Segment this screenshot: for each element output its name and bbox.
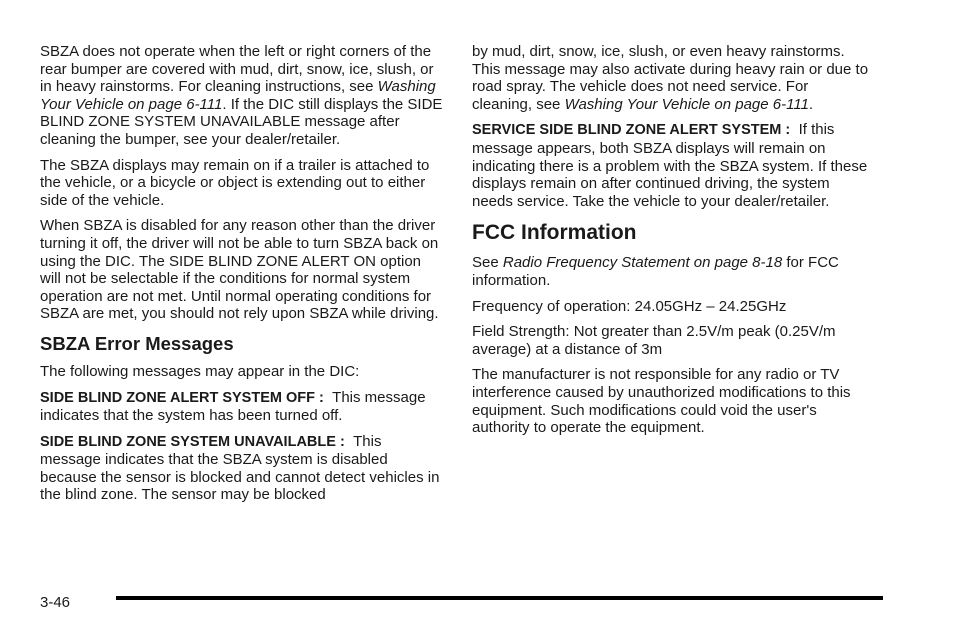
trailer-paragraph: The SBZA displays may remain on if a trailer is attached to the vehicle, or a bicycle or object is extending out to either side of the vehicle. xyxy=(40,156,430,209)
frequency-paragraph: Frequency of operation: 24.05GHz – 24.25GHz xyxy=(472,297,787,315)
washing-vehicle-reference[interactable]: Washing Your Vehicle on page 6-111 xyxy=(564,95,809,113)
disabled-paragraph: When SBZA is disabled for any reason other than the driver turning it off, the driver will not be able to turn SBZA back on using the DIC. The SIDE BLIND ZONE ALERT ON option will not be selectable if the conditions for normal system operation are not met. Until normal operating conditions for SBZA are met, you should not rely upon SBZA while driving. xyxy=(40,217,439,323)
manufacturer-paragraph: The manufacturer is not responsible for any radio or TV interference caused by unauthorized modifications to this equipment. Such modifications could void the user's authority to operate the equipment. xyxy=(472,366,851,437)
left-column xyxy=(40,43,445,512)
fcc-see-paragraph: See Radio Frequency Statement on page 8-18 for FCC information. xyxy=(472,254,839,289)
radio-frequency-reference[interactable]: Radio Frequency Statement on page 8-18 xyxy=(502,254,783,272)
sbza-cleaning-paragraph: SBZA does not operate when the left or right corners of the rear bumper are covered with mud, dirt, snow, ice, slush, or in heavy rainstorms. For cleaning instructions, see Washing Your Vehicle on page 6-111. If the DIC still displays the SIDE BLIND ZONE SYSTEM UNAVAILABLE message after cleaning the bumper, see your dealer/retailer. xyxy=(40,43,443,148)
message-label: SIDE BLIND ZONE ALERT SYSTEM OFF : xyxy=(40,389,324,406)
sbza-error-messages-heading: SBZA Error Messages xyxy=(40,332,234,354)
message-system-unavailable: SIDE BLIND ZONE SYSTEM UNAVAILABLE : This message indicates that the SBZA system is disabled because the sensor is blocked and cannot detect vehicles in the blind zone. The sensor may be blocked xyxy=(40,432,440,504)
message-alert-system-off: SIDE BLIND ZONE ALERT SYSTEM OFF : This message indicates that the system has been turned off. xyxy=(40,388,426,425)
page-number: 3-46 xyxy=(40,594,71,611)
fcc-information-heading: FCC Information xyxy=(472,221,637,245)
right-column xyxy=(472,43,872,445)
field-strength-paragraph: Field Strength: Not greater than 2.5V/m peak (0.25V/m average) at a distance of 3m xyxy=(472,323,836,358)
footer-rule xyxy=(116,596,883,600)
message-service-alert-system: SERVICE SIDE BLIND ZONE ALERT SYSTEM : If this message appears, both SBZA displays will remain on indicating there is a problem with the SBZA system. If these displays remain on after continued driving, the system needs service. Take the vehicle to your dealer/retailer. xyxy=(472,121,868,210)
washing-vehicle-reference[interactable]: Washing Your Vehicle on page 6-111 xyxy=(40,78,436,113)
message-label: SIDE BLIND ZONE SYSTEM UNAVAILABLE : xyxy=(40,433,345,450)
message-label: SERVICE SIDE BLIND ZONE ALERT SYSTEM : xyxy=(472,122,791,139)
messages-intro: The following messages may appear in the DIC: xyxy=(40,362,360,380)
blocked-continued-paragraph: by mud, dirt, snow, ice, slush, or even heavy rainstorms. This message may also activate during heavy rain or due to road spray. The vehicle does not need service. For cleaning, see Washing Your Vehicle on page 6-111. xyxy=(472,43,869,113)
